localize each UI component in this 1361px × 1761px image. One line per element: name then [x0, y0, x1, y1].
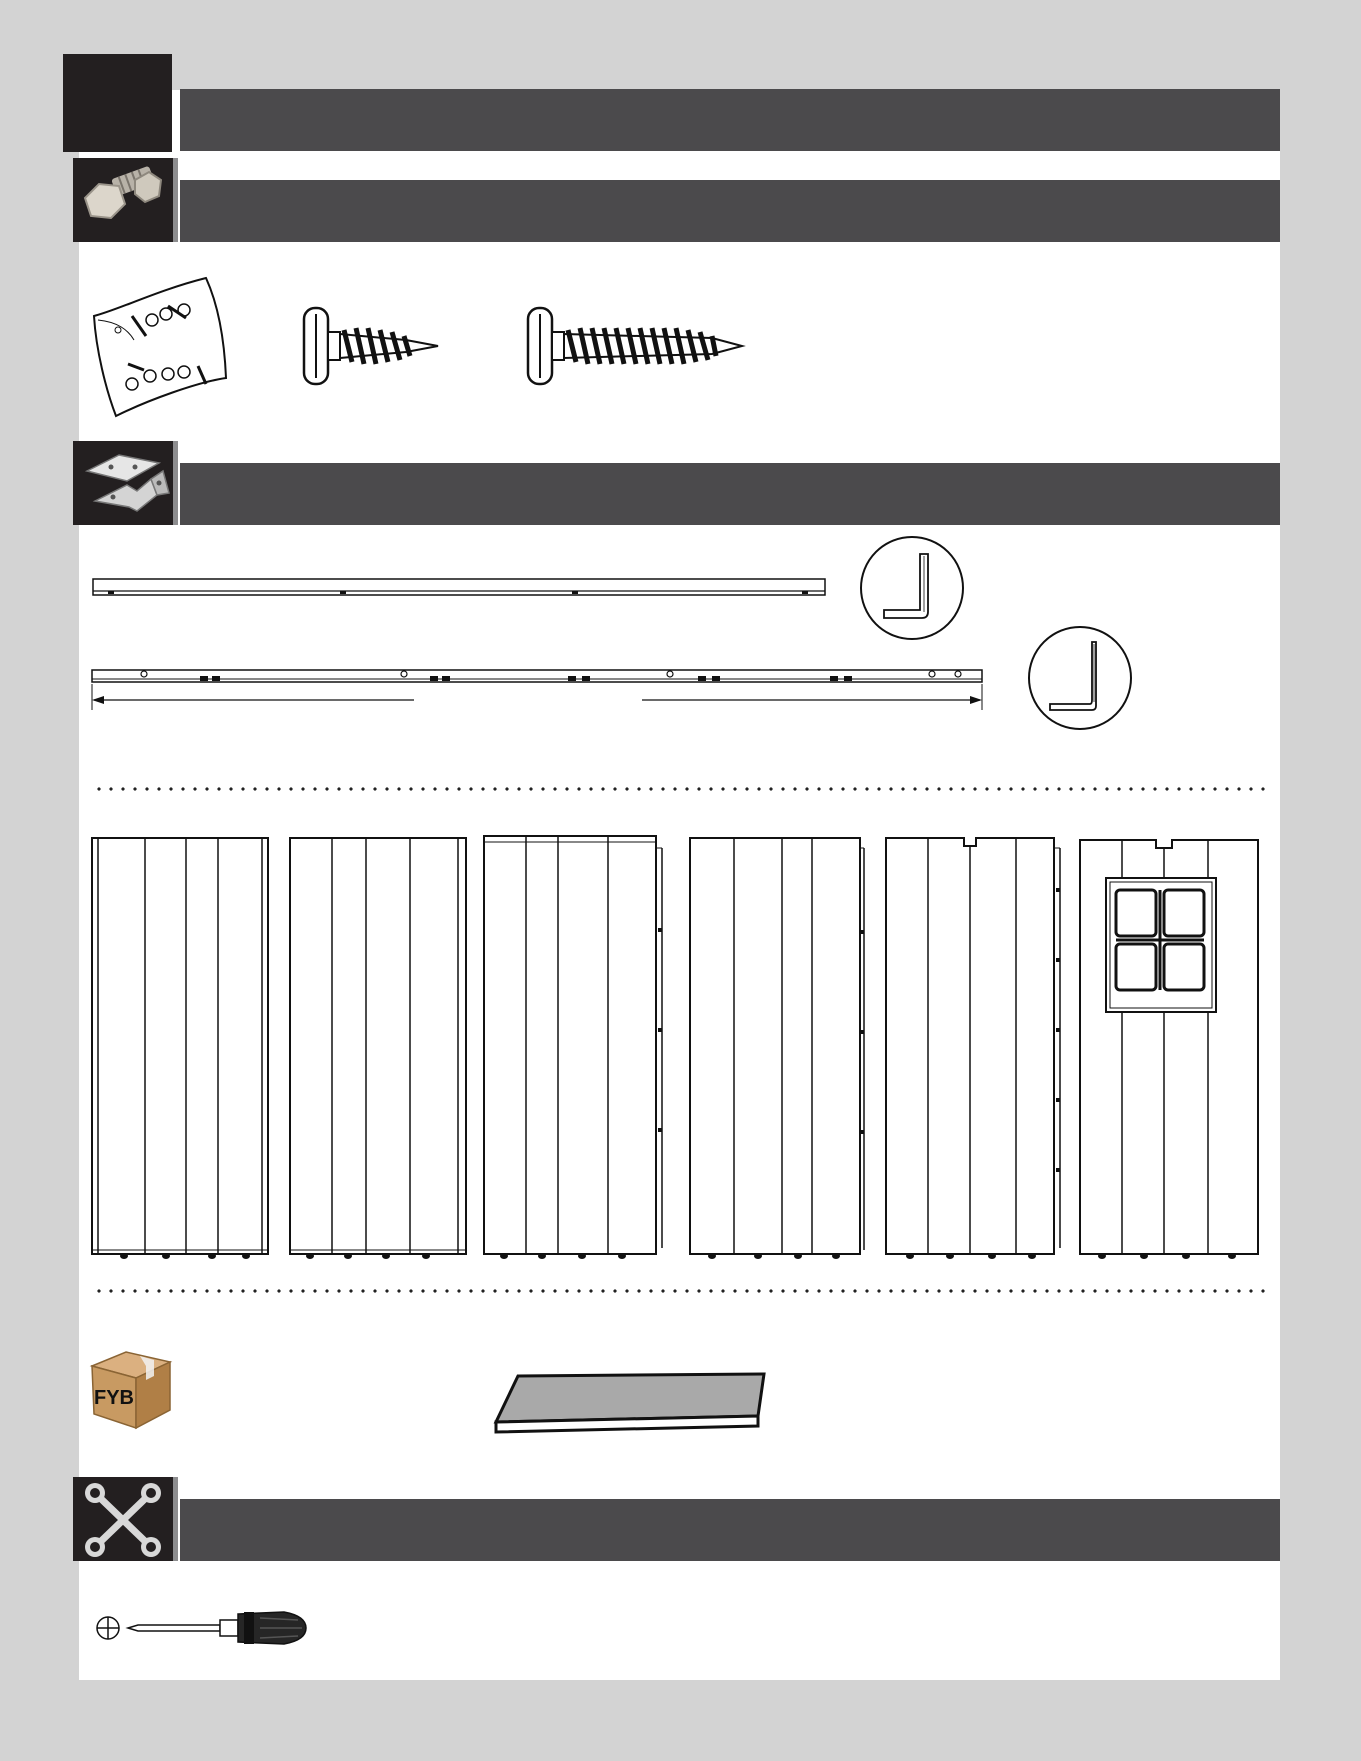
hex-key-magnified-icon — [858, 534, 966, 642]
wrench-icon — [73, 1477, 173, 1561]
dotted-divider — [93, 786, 1273, 792]
phillips-screwdriver-icon — [94, 1608, 308, 1648]
hex-key-magnified-icon-2 — [1026, 624, 1134, 732]
metal-parts-section-bar — [180, 463, 1280, 525]
hardware-section-bar — [180, 180, 1280, 242]
tools-section-bar — [180, 1499, 1280, 1561]
bracket-icon — [73, 441, 173, 525]
metal-parts-section-tile — [73, 441, 173, 525]
wall-panel-2 — [286, 834, 470, 1264]
section-accent — [173, 1477, 178, 1561]
fyb-box-icon — [88, 1348, 174, 1432]
dotted-divider — [93, 1288, 1273, 1294]
wall-panel-3 — [482, 832, 666, 1264]
window-panel — [1076, 834, 1262, 1264]
floor-board-drawing — [492, 1372, 768, 1436]
section-accent — [173, 441, 178, 525]
wall-panel-4 — [686, 834, 870, 1264]
short-screw-icon — [302, 304, 442, 388]
tools-section-tile — [73, 1477, 173, 1561]
step-number-box — [63, 54, 172, 152]
top-rail-drawing — [90, 575, 830, 601]
wall-panel-1 — [88, 834, 272, 1264]
bolt-nut-icon — [73, 158, 173, 242]
wall-panel-5 — [882, 832, 1066, 1264]
section-accent — [173, 158, 178, 242]
hardware-section-tile — [73, 158, 173, 242]
bottom-rail-drawing — [86, 658, 996, 714]
step-title-bar — [180, 89, 1280, 151]
fyb-label: FYB — [94, 1387, 134, 1409]
hardware-bag-icon — [88, 270, 236, 420]
long-screw-icon — [526, 304, 746, 388]
